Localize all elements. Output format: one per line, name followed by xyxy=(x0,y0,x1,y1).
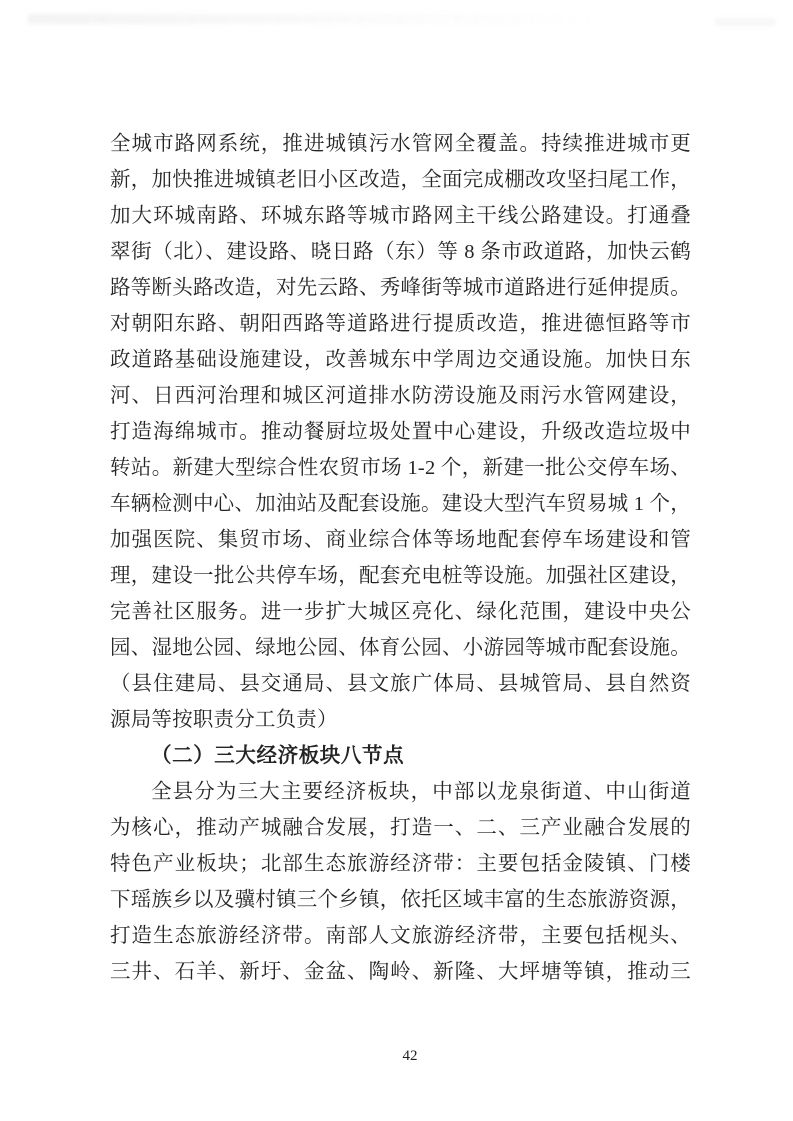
text-line: 理，建设一批公共停车场，配套充电桩等设施。加强社区建设， xyxy=(110,565,691,587)
text-line: 转站。新建大型综合性农贸市场 1-2 个，新建一批公交停车场、 xyxy=(110,457,691,479)
text-line: 为核心，推动产城融合发展，打造一、二、三产业融合发展的 xyxy=(110,817,691,839)
text-line: 新，加快推进城镇老旧小区改造，全面完成棚改攻坚扫尾工作， xyxy=(110,169,691,191)
text-line: （县住建局、县交通局、县文旅广体局、县城管局、县自然资 xyxy=(110,673,691,695)
text-line: 源局等按职责分工负责） xyxy=(110,709,338,731)
scan-artifact xyxy=(28,14,598,24)
text-line: 对朝阳东路、朝阳西路等道路进行提质改造，推进德恒路等市 xyxy=(110,313,691,335)
text-body xyxy=(110,126,691,990)
text-line: 打造海绵城市。推动餐厨垃圾处置中心建设，升级改造垃圾中 xyxy=(110,421,691,443)
text-line: 加大环城南路、环城东路等城市路网主干线公路建设。打通叠 xyxy=(110,205,691,227)
text-line: 翠街（北）、建设路、晓日路（东）等 8 条市政道路，加快云鹤 xyxy=(110,241,691,263)
text-line: 三井、石羊、新圩、金盆、陶岭、新隆、大坪塘等镇，推动三 xyxy=(110,961,691,983)
text-line: 加强医院、集贸市场、商业综合体等场地配套停车场建设和管 xyxy=(110,529,691,551)
text-line: 下瑶族乡以及骥村镇三个乡镇，依托区域丰富的生态旅游资源， xyxy=(110,889,691,911)
page-number: 42 xyxy=(402,1048,418,1064)
text-line: 园、湿地公园、绿地公园、体育公园、小游园等城市配套设施。 xyxy=(110,637,691,659)
text-line: 政道路基础设施建设，改善城东中学周边交通设施。加快日东 xyxy=(110,349,691,371)
text-line: 全县分为三大主要经济板块，中部以龙泉街道、中山街道 xyxy=(151,781,691,803)
scan-artifact xyxy=(715,18,775,26)
text-line: 路等断头路改造，对先云路、秀峰街等城市道路进行延伸提质。 xyxy=(110,277,691,299)
text-line: 河、日西河治理和城区河道排水防涝设施及雨污水管网建设， xyxy=(110,385,691,407)
text-line: 特色产业板块；北部生态旅游经济带：主要包括金陵镇、门楼 xyxy=(110,853,691,875)
text-line: 打造生态旅游经济带。南部人文旅游经济带，主要包括枧头、 xyxy=(110,925,691,947)
text-line: 车辆检测中心、加油站及配套设施。建设大型汽车贸易城 1 个， xyxy=(110,493,691,515)
text-line: 全城市路网系统，推进城镇污水管网全覆盖。持续推进城市更 xyxy=(110,133,691,155)
text-line: 完善社区服务。进一步扩大城区亮化、绿化范围，建设中央公 xyxy=(110,601,691,623)
text-line: （二）三大经济板块八节点 xyxy=(151,745,405,767)
